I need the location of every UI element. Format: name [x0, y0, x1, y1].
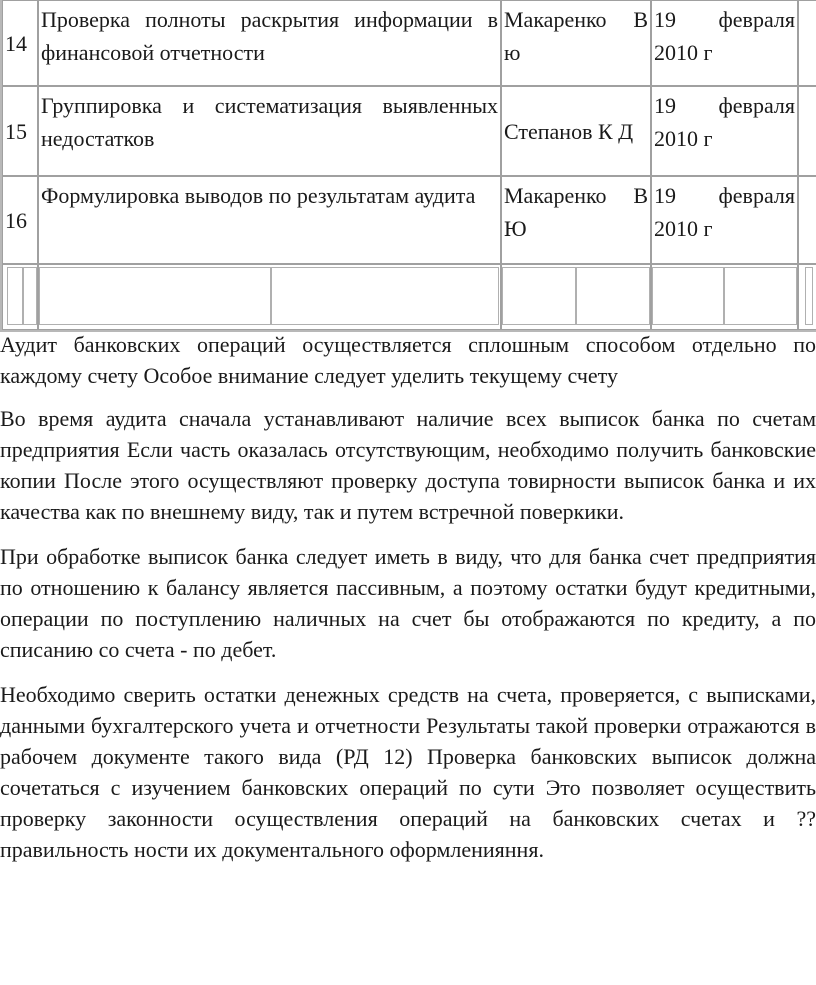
- paragraph: Необходимо сверить остатки денежных средств на счета, проверяется, с выписками, данными бухгалтерского учета и отчетности Результаты такой проверки отражаются в рабочем документе такого вида (РД 12) Проверка банковских выписок должна сочетаться с изучением банковских операций по сути Это позволяет осуществить проверку законности осуществления операций на банковских счетах и ??правильность ности их документального оформленияння.: [0, 682, 816, 862]
- empty-cell: [798, 264, 816, 330]
- work-description: Группировка и систематизация выявленных недостатков: [38, 86, 501, 176]
- empty-cell: [651, 264, 798, 330]
- table-row: [2, 176, 816, 264]
- work-description: Проверка полноты раскрытия информации в финансовой отчетности: [38, 0, 501, 86]
- deadline-date: 19 февраля 2010 г: [651, 86, 798, 176]
- row-number: 15: [2, 86, 38, 176]
- executor-name: Степанов К Д: [501, 86, 651, 176]
- deadline-date: 19 февраля 2010 г: [651, 0, 798, 86]
- empty-cell: [2, 264, 38, 330]
- work-description: Формулировка выводов по результатам аудита: [38, 176, 501, 264]
- paragraph: Аудит банковских операций осуществляется сплошным способом отдельно по каждому счету Особое внимание следует уделить текущему счету: [0, 332, 816, 388]
- empty-cell: [798, 176, 816, 264]
- deadline-date: 19 февраля 2010 г: [651, 176, 798, 264]
- executor-name: Макаренко В Ю: [501, 176, 651, 264]
- audit-plan-table: [0, 0, 816, 332]
- row-number: 16: [2, 176, 38, 264]
- table-row-empty: [2, 264, 816, 330]
- empty-cell: [798, 0, 816, 86]
- table-row: [2, 86, 816, 176]
- empty-cell: [38, 264, 501, 330]
- row-number: 14: [2, 0, 38, 86]
- empty-cell: [501, 264, 651, 330]
- empty-cell: [798, 86, 816, 176]
- executor-name: Макаренко В ю: [501, 0, 651, 86]
- table-row: [2, 0, 816, 86]
- paragraph: При обработке выписок банка следует иметь в виду, что для банка счет предприятия по отношению к балансу является пассивным, а поэтому остатки будут кредитными, операции по поступлению наличных на счет бы отображаются по кредиту, а по списанию со счета - по дебет.: [0, 544, 816, 662]
- paragraph: Во время аудита сначала устанавливают наличие всех выписок банка по счетам предприятия Если часть оказалась отсутствующим, необходимо получить банковские копии После этого осуществляют проверку доступа товирности выписок банка и их качества как по внешнему виду, так и путем встречной поверкики.: [0, 406, 816, 524]
- document-body: [0, 329, 816, 879]
